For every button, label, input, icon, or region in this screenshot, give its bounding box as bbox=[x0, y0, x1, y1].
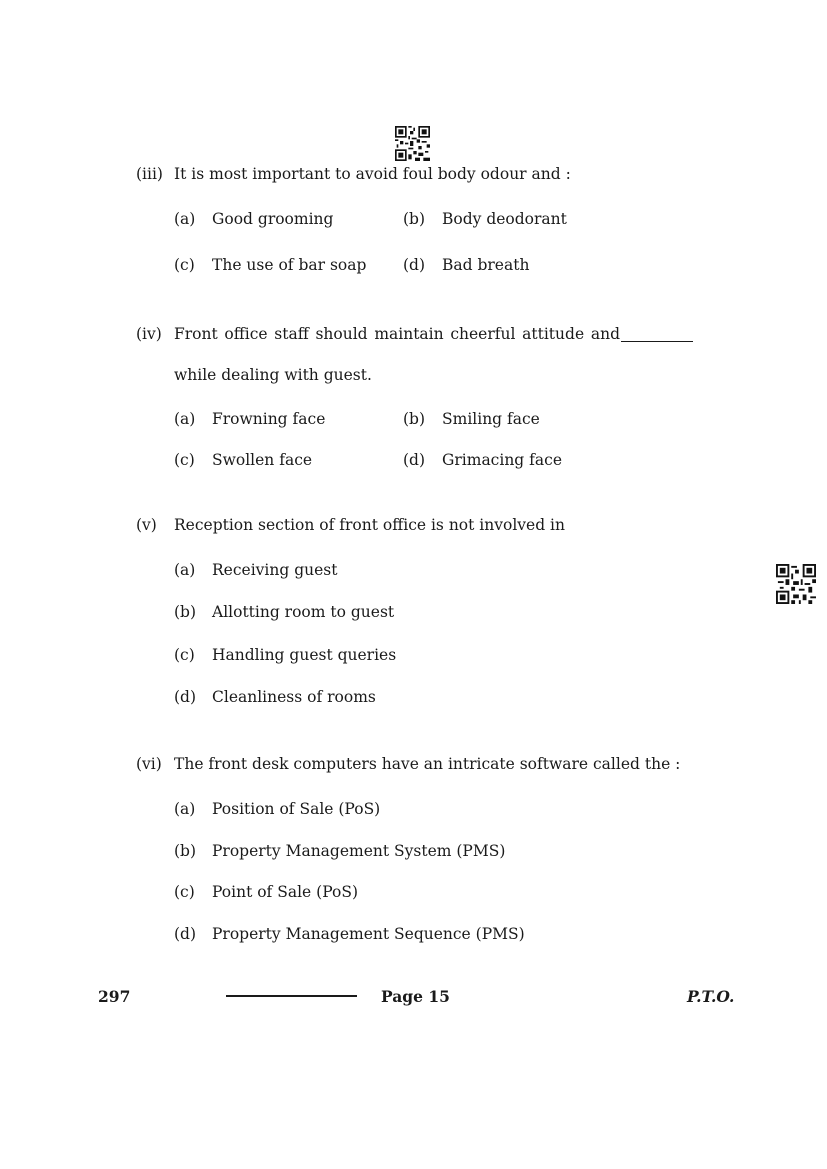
question-text: The front desk computers have an intricate software called the : bbox=[174, 755, 681, 773]
option-text: Point of Sale (PoS) bbox=[212, 883, 358, 901]
pto-label: P.T.O. bbox=[687, 987, 735, 1006]
option-text: Property Management Sequence (PMS) bbox=[212, 925, 525, 943]
top-qr-code-icon bbox=[395, 126, 430, 161]
question-text-line2: while dealing with guest. bbox=[174, 366, 372, 384]
option-text: Swollen face bbox=[212, 451, 313, 469]
option-text: Bad breath bbox=[442, 256, 530, 274]
question-number: (iii) bbox=[136, 165, 163, 183]
option-label: (b) bbox=[403, 210, 426, 228]
option-text: Allotting room to guest bbox=[212, 603, 395, 621]
question-number: (iv) bbox=[136, 325, 162, 343]
option-text: Body deodorant bbox=[442, 210, 567, 228]
option-text: The use of bar soap bbox=[212, 256, 367, 274]
option-label: (c) bbox=[174, 451, 195, 469]
option-text: Grimacing face bbox=[442, 451, 562, 469]
option-text: Cleanliness of rooms bbox=[212, 688, 376, 706]
question-number: (v) bbox=[136, 516, 157, 534]
question-text: It is most important to avoid foul body odour and : bbox=[174, 165, 571, 183]
option-label: (d) bbox=[403, 451, 426, 469]
page-number: Page 15 bbox=[381, 987, 450, 1006]
answer-blank bbox=[621, 341, 693, 342]
side-qr-code-icon bbox=[776, 564, 816, 604]
option-text: Frowning face bbox=[212, 410, 326, 428]
paper-code: 297 bbox=[98, 987, 131, 1006]
option-label: (b) bbox=[174, 842, 197, 860]
option-label: (c) bbox=[174, 256, 195, 274]
question-text: Reception section of front office is not involved in bbox=[174, 516, 565, 534]
option-text: Smiling face bbox=[442, 410, 540, 428]
option-text: Handling guest queries bbox=[212, 646, 397, 664]
option-label: (d) bbox=[174, 688, 197, 706]
footer-rule bbox=[226, 995, 357, 997]
option-text: Property Management System (PMS) bbox=[212, 842, 506, 860]
question-text: Front office staff should maintain cheerful attitude and bbox=[174, 325, 620, 343]
option-text: Receiving guest bbox=[212, 561, 338, 579]
option-label: (d) bbox=[174, 925, 197, 943]
option-text: Good grooming bbox=[212, 210, 334, 228]
option-label: (a) bbox=[174, 410, 196, 428]
option-label: (a) bbox=[174, 210, 196, 228]
option-label: (b) bbox=[174, 603, 197, 621]
option-label: (a) bbox=[174, 800, 196, 818]
question-number: (vi) bbox=[136, 755, 162, 773]
option-label: (a) bbox=[174, 561, 196, 579]
option-label: (c) bbox=[174, 883, 195, 901]
option-label: (d) bbox=[403, 256, 426, 274]
option-label: (c) bbox=[174, 646, 195, 664]
option-label: (b) bbox=[403, 410, 426, 428]
option-text: Position of Sale (PoS) bbox=[212, 800, 381, 818]
